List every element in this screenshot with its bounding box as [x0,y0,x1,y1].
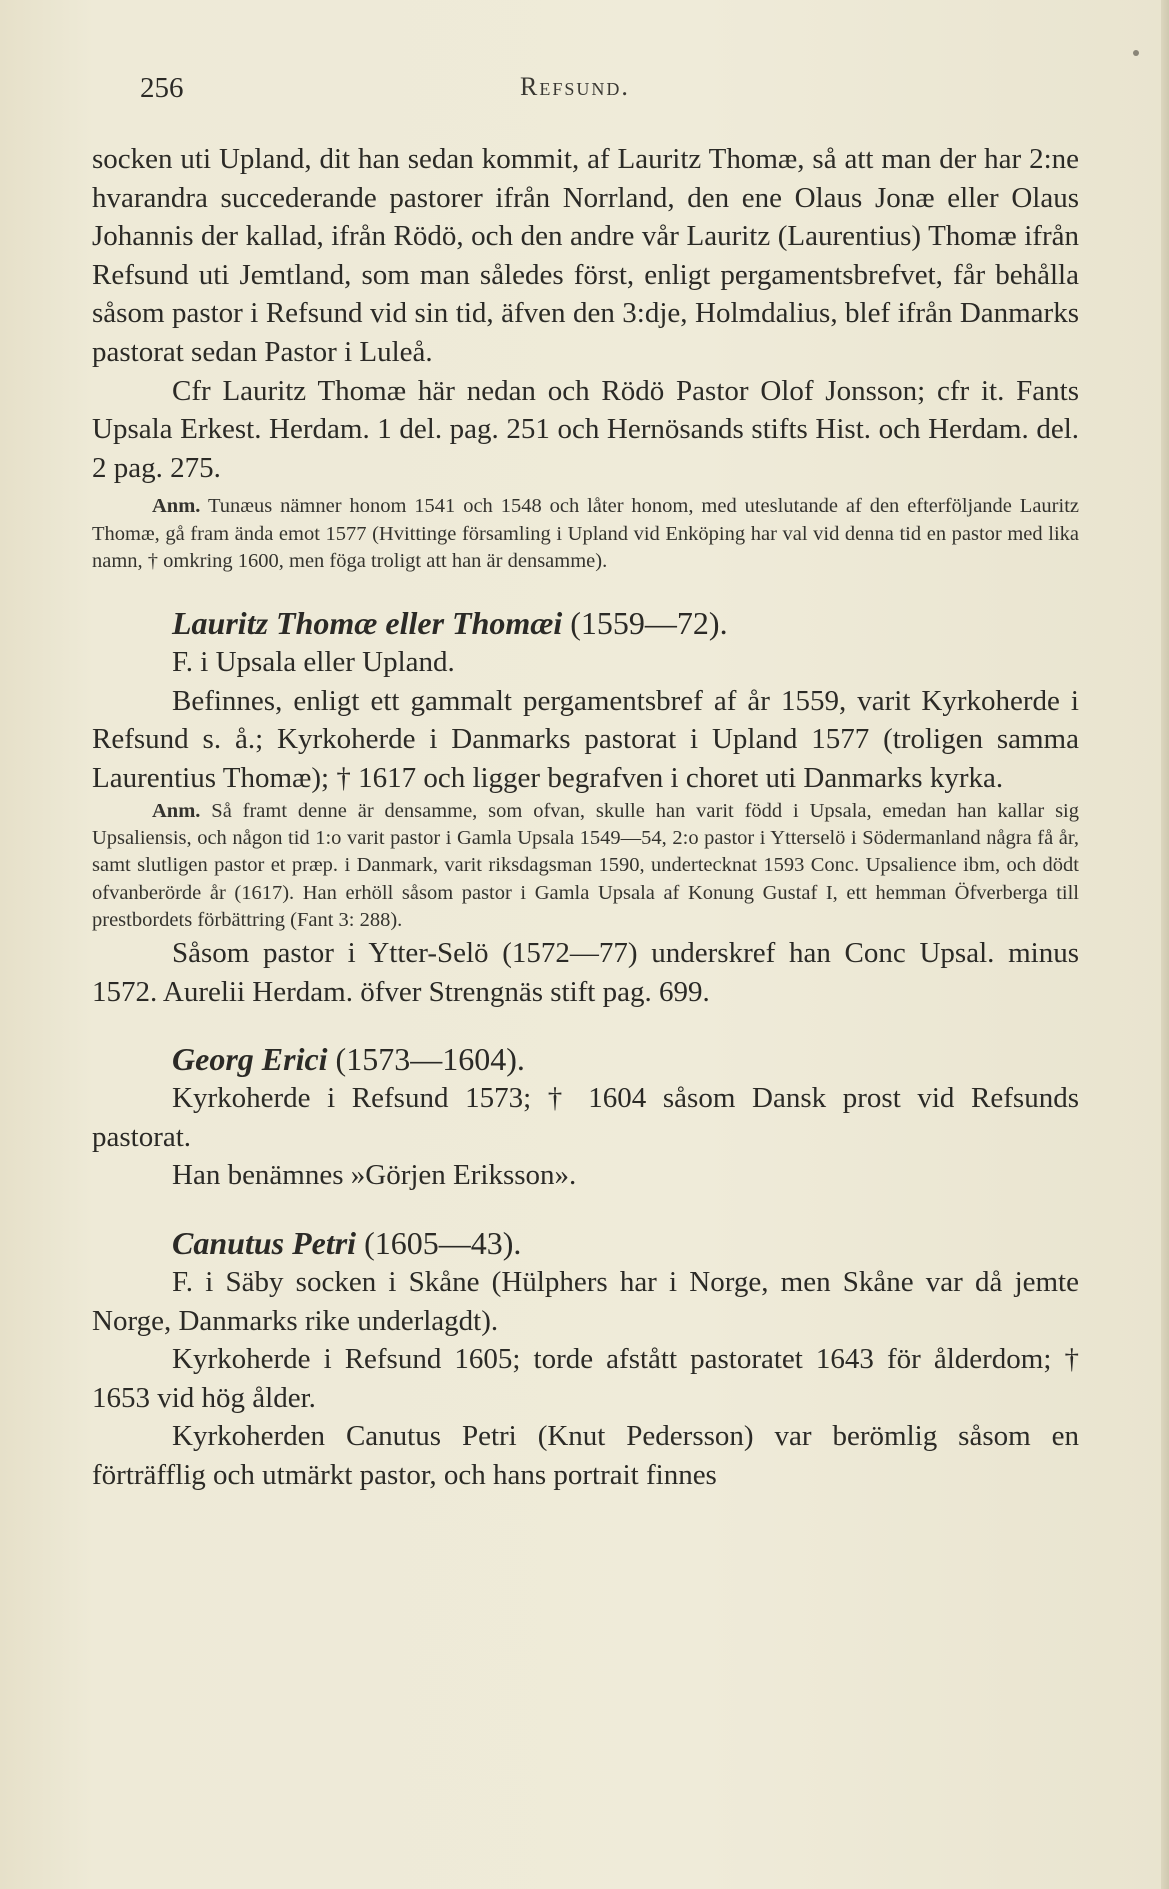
page-number: 256 [140,72,184,104]
entry-name: Georg Erici [172,1041,328,1078]
entry-name: Lauritz Thomæ eller Thomæi [172,605,563,642]
entry-years: (1573—1604). [335,1041,525,1078]
entry-paragraph: Han benämnes »Görjen Eriksson». [172,1159,577,1192]
entry-heading [92,1039,1079,1079]
entry-paragraph: Kyrkoherde i Refsund 1605; torde afstått pastoratet 1643 för ålderdom; † 1653 vid hög ålder. [92,1343,1079,1414]
entry-paragraph: Befinnes, enligt ett gammalt pergamentsbref af år 1559, varit Kyrkoherde i Refsund s. å.; Kyrkoherde i Danmarks pastorat i Upland 1577 (troligen samma Laurentius Thomæ); † 1617 och ligger begrafven i choret uti Danmarks kyrka. [92,684,1079,795]
entry-years: (1559—72). [570,605,728,642]
entry-paragraph: Kyrkoherden Canutus Petri (Knut Pedersson) var berömlig såsom en förträfflig och utmärkt pastor, och hans portrait finnes [92,1420,1079,1492]
entry-paragraph: Kyrkoherde i Refsund 1573; † 1604 såsom Dansk prost vid Refsunds pastorat. [92,1082,1079,1153]
entry-paragraph: F. i Upsala eller Upland. [172,646,455,679]
page-body [92,140,1079,1495]
running-head [140,72,1070,112]
entry-years: (1605—43). [364,1225,522,1262]
footnote [92,798,1079,934]
note-text: Så framt denne är densamme, som ofvan, skulle han varit född i Upsala, emedan han kallar sig Upsaliensis, och någon tid 1:o varit pastor i Gamla Upsala 1549—54, 2:o pastor i Ytterselö i Södermanland några få år, samt slutligen pastor et præp. i Danmark, varit riksdagsman 1590, undertecknat 1593 Conc. Upsalience ibm, och dödt ofvanberörde år (1617). Han erhöll såsom pastor i Gamla Upsala af Konung Gustaf I, ett hemman Öfverberga till prestbordets förbättring (Fant 3: 288). [92,799,1080,931]
entry-paragraph: Såsom pastor i Ytter-Selö (1572—77) underskref han Conc Upsal. minus 1572. Aurelii Herdam. öfver Strengnäs stift pag. 699. [92,937,1079,1008]
note-text: Tunæus nämner honom 1541 och 1548 och låter honom, med uteslutande af den efterföljande Lauritz Thomæ, gå fram ända emot 1577 (Hvittinge församling i Upland vid Enköping har val vid denna tid en pastor med lika namn, † omkring 1600, men föga troligt att han är densamme). [92,495,1079,572]
footnote [92,493,1079,575]
entry-paragraph: F. i Säby socken i Skåne (Hülphers har i Norge, men Skåne var då jemte Norge, Danmarks rike underlagdt). [92,1266,1079,1337]
entry-heading [92,603,1079,643]
note-label: Anm. [152,495,201,518]
note-label: Anm. [152,799,201,822]
entry-heading [92,1223,1079,1263]
speck [1133,50,1139,56]
intro-paragraph: Cfr Lauritz Thomæ här nedan och Rödö Pastor Olof Jonsson; cfr it. Fants Upsala Erkest. Herdam. 1 del. pag. 251 och Hernösands stifts Hist. och Herdam. del. 2 pag. 275. [92,374,1079,484]
entry-name: Canutus Petri [172,1225,357,1262]
intro-paragraph: socken uti Upland, dit han sedan kommit, af Lauritz Thomæ, så att man der har 2:ne hvarandra succederande pastorer ifrån Norrland, den ene Olaus Jonæ eller Olaus Johannis der kallad, ifrån Rödö, och den andre vår Lauritz (Laurentius) Thomæ ifrån Refsund uti Jemtland, som man således först, enligt pergamentsbrefvet, får behålla såsom pastor i Refsund vid sin tid, äfven den 3:dje, Holmdalius, blef ifrån Danmarks pastorat sedan Pastor i Luleå. [92,143,1079,368]
running-title: Refsund. [520,72,630,101]
page-edge [1161,0,1169,1889]
